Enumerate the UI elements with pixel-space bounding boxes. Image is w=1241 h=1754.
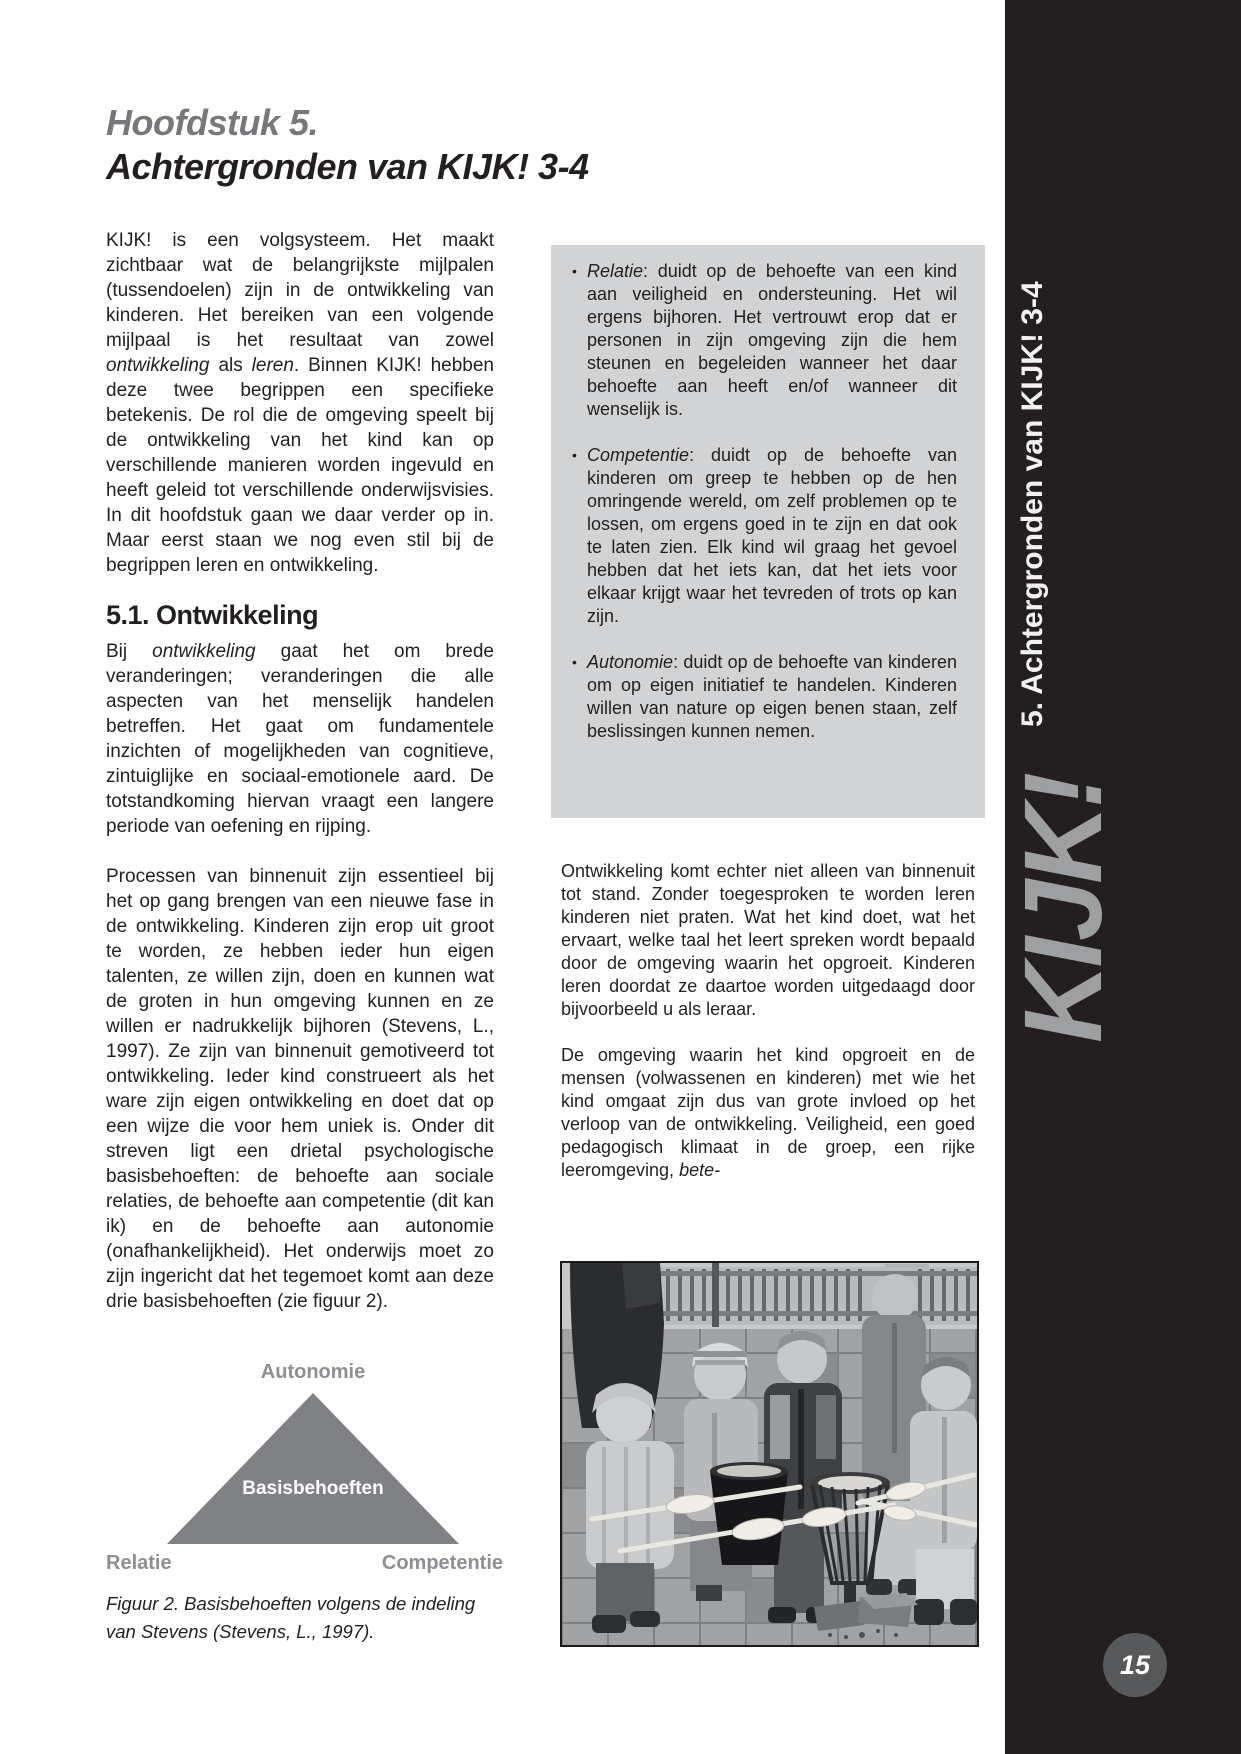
right-column <box>561 860 975 1182</box>
bullet-icon: • <box>572 654 577 670</box>
section-heading-5-1: 5.1. Ontwikkeling <box>106 600 319 630</box>
chapter-heading: Hoofdstuk 5. <box>106 102 319 143</box>
text-run: . Binnen KIJK! hebben deze twee begrippen een specifieke betekenis. De rol die de omgeving speelt bij de ontwikkeling van het kind kan op verschillende manieren worden ingevuld en heeft geleid tot verschillende onderwijsvisies. In dit hoofdstuk gaan we daar verder op in. Maar eerst staan we nog even stil bij de begrippen leren en ontwikkeling. <box>106 355 494 576</box>
bullet-competentie <box>562 444 957 628</box>
text-run: : duidt op de behoefte van kinderen om op eigen initiatief te handelen. Kinderen willen van nature op eigen benen staan, zelf beslissingen kunnen nemen. <box>587 652 957 741</box>
figure-label-relatie: Relatie <box>106 1552 172 1574</box>
bullet-text <box>587 260 957 421</box>
text-run: als <box>209 355 252 376</box>
bullet-icon: • <box>572 447 577 463</box>
figure-caption: Figuur 2. Basisbehoeften volgens de indeling van Stevens (Stevens, L., 1997). <box>106 1593 476 1642</box>
text-run: gaat het om brede veranderingen; veranderingen die alle aspecten van het menselijk handelen betreffen. Het gaat om fundamentele inzichten of mogelijkheden van cognitieve, zintuiglijke en sociaal-emotionele aard. De totstandkoming hiervan vraagt een langere periode van oefening en rijping. <box>106 641 494 837</box>
text-run: : duidt op de behoefte van kinderen om greep te hebben op de hen omringende wereld, om zelf problemen op te lossen, om ergens goed in te zijn en dat ook te laten zien. Elk kind wil graag het gevoel hebben dat het iets kan, dat het iets voor elkaar krijgt waar het tevreden of trots op kan zijn. <box>587 445 957 626</box>
text-run: : duidt op de behoefte van een kind aan veiligheid en ondersteuning. Het wil ergens bijhoren. Het vertrouwt erop dat er personen in zijn omgeving zijn die hem steunen en begeleiden wanneer het daar behoefte aan heeft en/of wanneer dit wenselijk is. <box>587 261 957 419</box>
page-number-badge <box>1103 1633 1167 1697</box>
term-italic: Autonomie <box>587 652 674 672</box>
schoolyard-photo <box>560 1261 979 1647</box>
page-number: 15 <box>1119 1649 1151 1680</box>
text-run: Bij <box>106 641 153 662</box>
sidebar-vertical-title: 5. Achtergronden van KIJK! 3-4 <box>1016 281 1049 727</box>
bullet-text <box>587 444 957 628</box>
figure-label-competentie: Competentie <box>381 1552 503 1574</box>
text-run: KIJK! is een volgsysteem. Het maakt zichtbaar wat de belangrijkste mijlpalen (tussendoelen) zijn in de ontwikkeling van kinderen. Het bereiken van een volgende mijlpaal is het resultaat van zowel <box>106 230 494 351</box>
term-italic: Competentie <box>587 445 690 465</box>
bullet-autonomie <box>562 651 957 743</box>
text-run-italic: ontwikkeling <box>152 641 256 662</box>
text-run-italic: ontwikkeling <box>106 355 210 376</box>
kijk-logo: KIJK! <box>1002 775 1125 1043</box>
paragraph-omgeving-2 <box>561 1044 975 1182</box>
bullet-relatie <box>562 260 957 421</box>
figure-label-autonomie: Autonomie <box>260 1361 366 1383</box>
page-title: Achtergronden van KIJK! 3-4 <box>106 146 589 187</box>
term-italic: Relatie <box>587 261 644 281</box>
basic-needs-triangle <box>167 1393 459 1544</box>
bullet-text <box>587 651 957 743</box>
bullet-icon: • <box>572 263 577 279</box>
paragraph-processen: Processen van binnenuit zijn essentieel bij het op gang brengen van een nieuwe fase in de ontwikkeling. Kinderen zijn erop uit groot te worden, ze hebben ieder hun eigen talenten, ze willen zijn, doen en kunnen wat de groten in hun omgeving kunnen en ze willen er nadrukkelijk bijhoren (Stevens, L., 1997). Ze zijn van binnenuit gemotiveerd tot ontwikkeling. Ieder kind construeert als het ware zijn eigen ontwikkeling en doet dat op een wijze die voor hem uniek is. Onder dit streven ligt een drietal psychologische basisbehoeften: de behoefte aan sociale relaties, de behoefte aan competentie (dit kan ik) en de behoefte aan autonomie (onafhankelijkheid). Het onderwijs moet zo zijn ingericht dat het tegemoet komt aan deze drie basisbehoeften (zie figuur 2). <box>106 866 494 1312</box>
text-run-italic: leren <box>251 355 294 376</box>
basic-needs-callout-box <box>551 245 985 818</box>
photo-illustration <box>562 1263 977 1645</box>
left-column <box>106 228 494 1314</box>
paragraph-omgeving-1: Ontwikkeling komt echter niet alleen van binnenuit tot stand. Zonder toegesproken te worden leren kinderen niet praten. Wat het kind doet, wat het ervaart, welke taal het leert spreken wordt bepaald door de omgeving waarin het opgroeit. Kinderen leren doordat ze daartoe worden uitgedaagd door bijvoorbeeld u als leraar. <box>561 861 975 1019</box>
paragraph-ontwikkeling <box>106 639 494 839</box>
paragraph-intro <box>106 228 494 578</box>
text-run-italic: bete- <box>679 1160 721 1180</box>
text-run: De omgeving waarin het kind opgroeit en de mensen (volwassenen en kinderen) met wie het kind omgaat zijn dus van grote invloed op het verloop van de ontwikkeling. Veiligheid, een goed pedagogisch klimaat in de groep, een rijke leeromgeving, <box>561 1045 975 1180</box>
triangle-center-label: Basisbehoeften <box>242 1478 384 1499</box>
